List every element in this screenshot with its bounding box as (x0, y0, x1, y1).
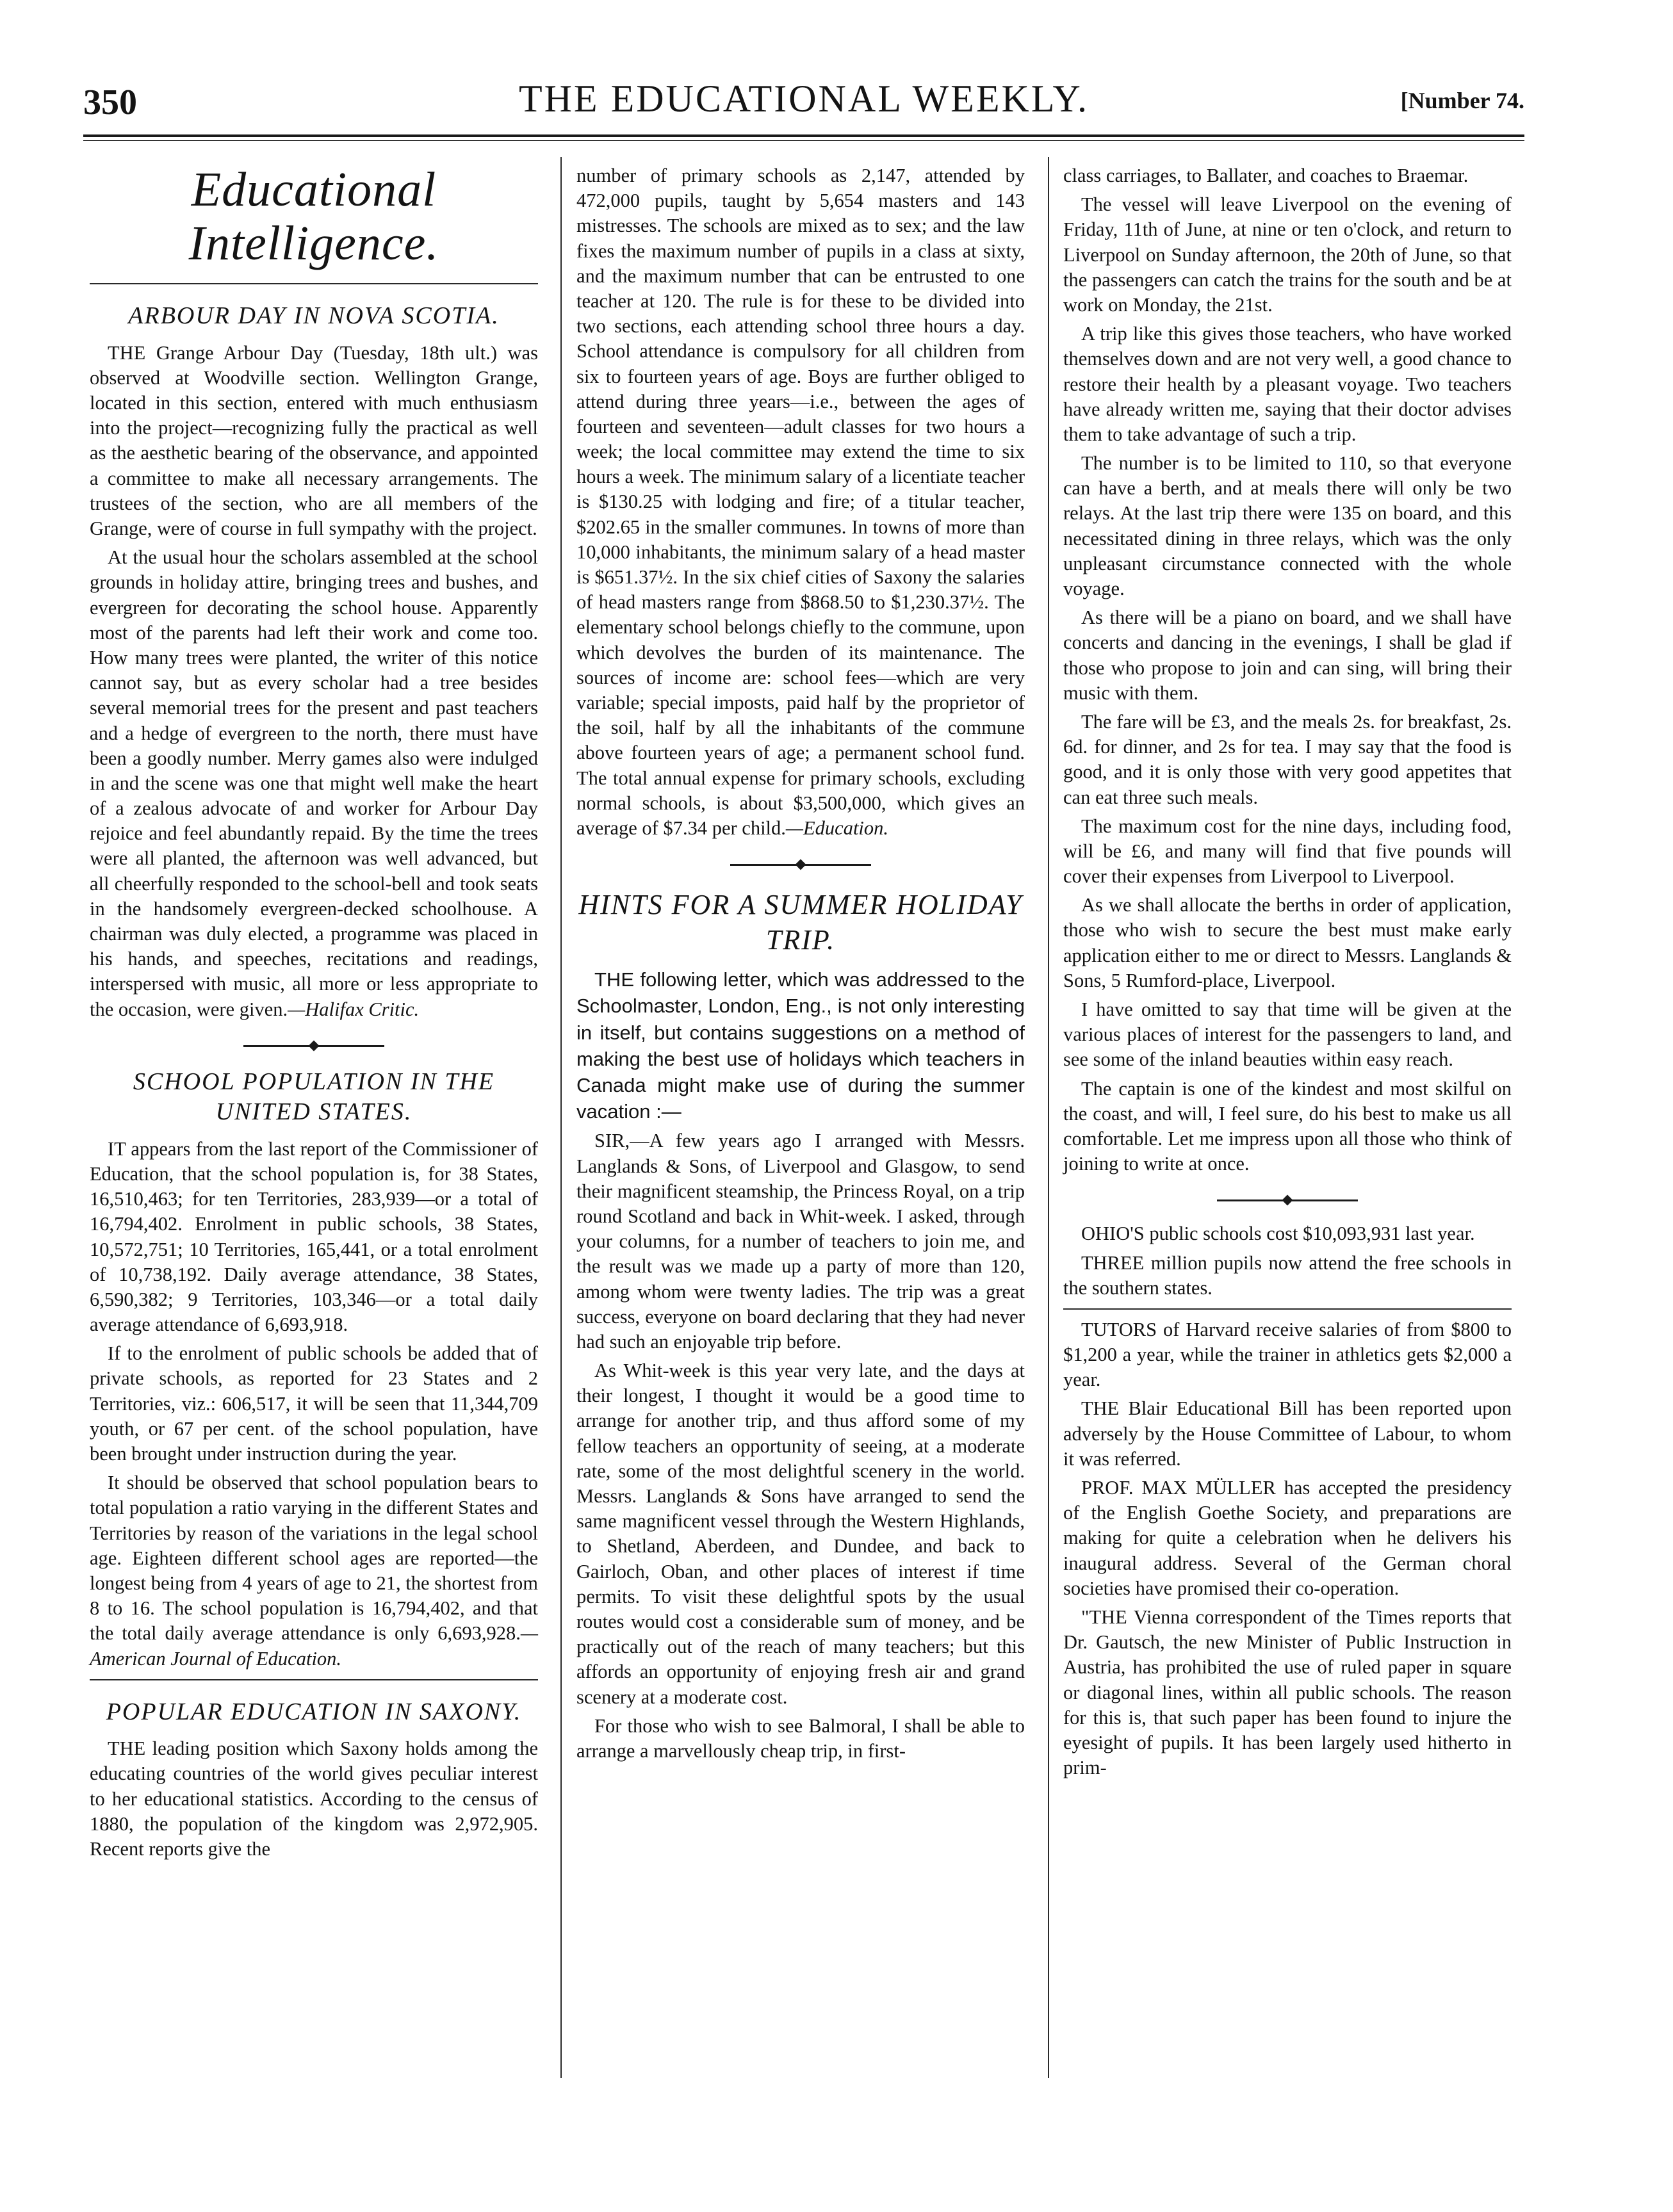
letter-paragraph: The fare will be £3, and the meals 2s. for breakfast, 2s. 6d. for dinner, and 2s for tea. I may say that the food is good, and it is only those with very good appetites that can eat three such meals. (1063, 710, 1512, 808)
article-attribution: —American Journal of Education. (90, 1622, 538, 1670)
letter-paragraph: As there will be a piano on board, and we shall have concerts and dancing in the evenings, I shall be glad if those who propose to join and can sing, will bring their music with them. (1063, 606, 1512, 704)
article-text: It should be observed that school population bears to total population a ratio varying in the different States and Territories by reason of the variations in the legal school age. Eighteen different school ages are reported—the longest being from 4 years of age to 21, the shortest from 8 to 16. The school population is 16,794,402, and that the total daily average attendance is only 6,693,928. (90, 1472, 538, 1645)
article-paragraph: If to the enrolment of public schools be added that of private schools, as reported for 23 States and 2 Territories, viz.: 606,517, it will be seen that 11,344,709 youth, or 67 per cent. of the school population, have been brought under instruction during the year. (90, 1342, 538, 1465)
letter-paragraph: The maximum cost for the nine days, including food, will be £6, and many will find that five pounds will cover their expenses from Liverpool to Liverpool. (1063, 815, 1512, 888)
letter-paragraph: The vessel will leave Liverpool on the evening of Friday, 11th of June, at nine or ten o'clock, and return to Liverpool on Sunday afternoon, the 20th of June, so that the passengers can catch the trains for the south and be at work on Monday, the 21st. (1063, 193, 1512, 316)
article-text: number of primary schools as 2,147, attended by 472,000 pupils, taught by 5,654 masters and 143 mistresses. The schools are mixed as to sex; and the law fixes the maximum number of pupils in a class at sixty, and the maximum number that can be entrusted to one teacher at 120. The rule is for these to be divided into two sections, each attending school three hours a day. School attendance is compulsory for all children from six to fourteen years of age. Boys are further obliged to attend during three years—i.e., between the ages of fourteen and seventeen—adult classes for two hours a week; the local committee may extend the time to six hours a week. The minimum salary of a licentiate teacher is $130.25 with lodging and fire; of a titular teacher, $202.65 in the smaller communes. In towns of more than 10,000 inhabitants, the minimum salary of a head master is $651.37½. In the six chief cities of Saxony the salaries of head masters range from $868.50 to $1,230.37½. The elementary school belongs chiefly to the commune, upon which devolves the burden of its maintenance. The sources of income are: school fees—which are very variable; special imposts, paid half by the proprietor of the soil, half by all the inhabitants of the commune above fourteen years of age; a permanent school fund. The total annual expense for primary schools, excluding normal schools, is about $3,500,000, which gives an average of $7.34 per child. (576, 165, 1025, 839)
journal-title: THE EDUCATIONAL WEEKLY. (518, 77, 1089, 120)
letter-paragraph: SIR,—A few years ago I arranged with Messrs. Langlands & Sons, of Liverpool and Glasgow, to send their magnificent steamship, the Princess Royal, on a trip round Scotland and back in Whit-week. I asked, through your columns, for a number of teachers to join me, and the result was we made up a party of more than 120, among whom were twenty ladies. The trip was a great success, everyone on board declaring that they had never had such an enjoyable trip before. (576, 1130, 1025, 1353)
article-paragraph: THE Grange Arbour Day (Tuesday, 18th ult.) was observed at Woodville section. Wellington Grange, located in this section, entered with much enthusiasm into the project—recognizing fully the practical as well as the aesthetic bearing of the observance, and appointed a committee to make all necessary arrangements. The trustees of the section, who are all members of the Grange, were of course in full sympathy with the project. (90, 341, 538, 539)
news-note: THREE million pupils now attend the free schools in the southern states. (1063, 1251, 1512, 1299)
news-note: OHIO'S public schools cost $10,093,931 last year. (1081, 1223, 1475, 1245)
issue-number: [Number 74. (1400, 88, 1524, 113)
article-heading-arbour-day: ARBOUR DAY IN NOVA SCOTIA. (128, 302, 500, 330)
section-ornament (243, 1043, 384, 1049)
news-note: THE Blair Educational Bill has been reported upon adversely by the House Committee of Labour, to whom it was referred. (1063, 1397, 1512, 1470)
letter-paragraph: I have omitted to say that time will be given at the various places of interest for the passengers to land, and see some of the inland beauties within easy reach. (1063, 998, 1512, 1071)
column-divider (1048, 157, 1049, 2078)
article-heading-saxony: POPULAR EDUCATION IN SAXONY. (106, 1698, 522, 1725)
letter-paragraph: The number is to be limited to 110, so that everyone can have a berth, and at meals there will only be two relays. At the last trip there were 135 on board, and this necessitated dining in three relays, which was the only unpleasant circumstance connected with the whole voyage. (1063, 452, 1512, 599)
section-ornament (730, 861, 871, 868)
letter-paragraph: As Whit-week is this year very late, and the days at their longest, I thought it would be a good time to arrange for another trip, and thus afford some of my fellow teachers an opportunity of seeing, at a moderate rate, some of the most delightful scenery in the world. Messrs. Langlands & Sons have arranged to send the same magnificent vessel through the Western Highlands, to Shetland, Aberdeen, and Dundee, and back to Gairloch, Oban, and other places of interest if time permits. To visit these delightful spots by the usual routes would cost a considerable sum of money, and be practically out of the reach of many teachers; but this affords an opportunity of enjoying fresh air and grand scenery at a moderate cost. (576, 1360, 1025, 1708)
letter-paragraph: class carriages, to Ballater, and coaches to Braemar. (1063, 165, 1469, 186)
section-banner: Educational Intelligence. (188, 163, 439, 270)
article-intro: THE following letter, which was addressed to the Schoolmaster, London, Eng., is not only interesting in itself, but contains suggestions on a method of making the best use of holidays which teachers in Canada might make use of during the summer vacation :— (576, 968, 1025, 1123)
letter-paragraph: As we shall allocate the berths in order of application, those who wish to secure the best must make early application either to me or direct to Messrs. Langlands & Sons, 5 Rumford-place, Liverpool. (1063, 894, 1512, 991)
column-2 (576, 163, 1025, 1768)
page-number: 350 (83, 83, 137, 122)
letter-paragraph: A trip like this gives those teachers, who have worked themselves down and are not very well, a good chance to restore their health by a pleasant voyage. Two teachers have already written me, saying that their doctor advises them to take advantage of such a trip. (1063, 323, 1512, 445)
section-rule (90, 1679, 538, 1680)
article-paragraph: IT appears from the last report of the Commissioner of Education, that the school population is, for 38 States, 16,510,463; for ten Territories, 283,939—or a total of 16,794,402. Enrolment in public schools, 38 States, 10,572,751; 10 Territories, 165,441, or a total enrolment of 10,738,192. Daily average attendance, 38 States, 6,590,382; 9 Territories, 103,346—or a total daily average attendance of 6,693,918. (90, 1137, 538, 1336)
header-rule (83, 134, 1524, 141)
news-note: "THE Vienna correspondent of the Times reports that Dr. Gautsch, the new Minister of Public Instruction in Austria, has prohibited the use of ruled paper in square or diagonal lines, within all public schools. The reason for this is, that such paper has been found to injure the eyesight of pupils. It has been largely used hitherto in prim- (1063, 1606, 1512, 1779)
article-attribution: —Halifax Critic. (288, 998, 420, 1020)
article-heading-summer-holiday: HINTS FOR A SUMMER HOLIDAY TRIP. (578, 889, 1023, 956)
column-3 (1063, 163, 1512, 1784)
column-divider (560, 157, 562, 2078)
article-paragraph (90, 1470, 538, 1671)
article-paragraph: THE leading position which Saxony holds among the educating countries of the world gives peculiar interest to her educational statistics. According to the census of 1880, the population of the kingdom was 2,972,905. Recent reports give the (90, 1737, 538, 1860)
article-text: At the usual hour the scholars assembled at the school grounds in holiday attire, bringing trees and bushes, and evergreen for decorating the school house. Apparently most of the parents had left their work and come too. How many trees were planted, the writer of this notice cannot say, but as every scholar had a tree besides several memorial trees for the present and past teachers and a hedge of evergreen to the north, there must have been a goodly number. Merry games also were indulged in and the scene was one that might well make the heart of a zealous advocate of and worker for Arbour Day rejoice and feel abundantly repaid. By the time the trees were all planted, the afternoon was well advanced, but all cheerfully responded to the school-bell and took seats in the handsomely evergreen-decked schoolhouse. A chairman was duly elected, a programme was placed in his hands, and speeches, recitations and readings, interspersed with music, all more or less appropriate to the occasion, were given. (90, 546, 538, 1020)
banner-rule (90, 283, 538, 284)
news-note: PROF. MAX MÜLLER has accepted the presidency of the English Goethe Society, and preparations are making for quite a celebration when he delivers his inaugural address. Several of the German choral societies have promised their co-operation. (1063, 1477, 1512, 1599)
article-attribution: —Education. (785, 817, 889, 839)
letter-paragraph: The captain is one of the kindest and most skilful on the coast, and will, I feel sure, do his best to make us all comfortable. Let me impress upon all those who think of joining to write at once. (1063, 1077, 1512, 1175)
running-head (83, 77, 1524, 134)
column-1 (90, 163, 538, 1866)
section-ornament (1217, 1197, 1358, 1203)
letter-paragraph: For those who wish to see Balmoral, I shall be able to arrange a marvellously cheap trip, in first- (576, 1714, 1025, 1762)
news-note: TUTORS of Harvard receive salaries of from $800 to $1,200 a year, while the trainer in athletics gets $2,000 a year. (1063, 1318, 1512, 1391)
article-heading-school-population: SCHOOL POPULATION IN THE UNITED STATES. (133, 1068, 495, 1126)
article-paragraph (90, 545, 538, 1022)
article-paragraph (576, 163, 1025, 841)
note-rule (1063, 1308, 1512, 1310)
